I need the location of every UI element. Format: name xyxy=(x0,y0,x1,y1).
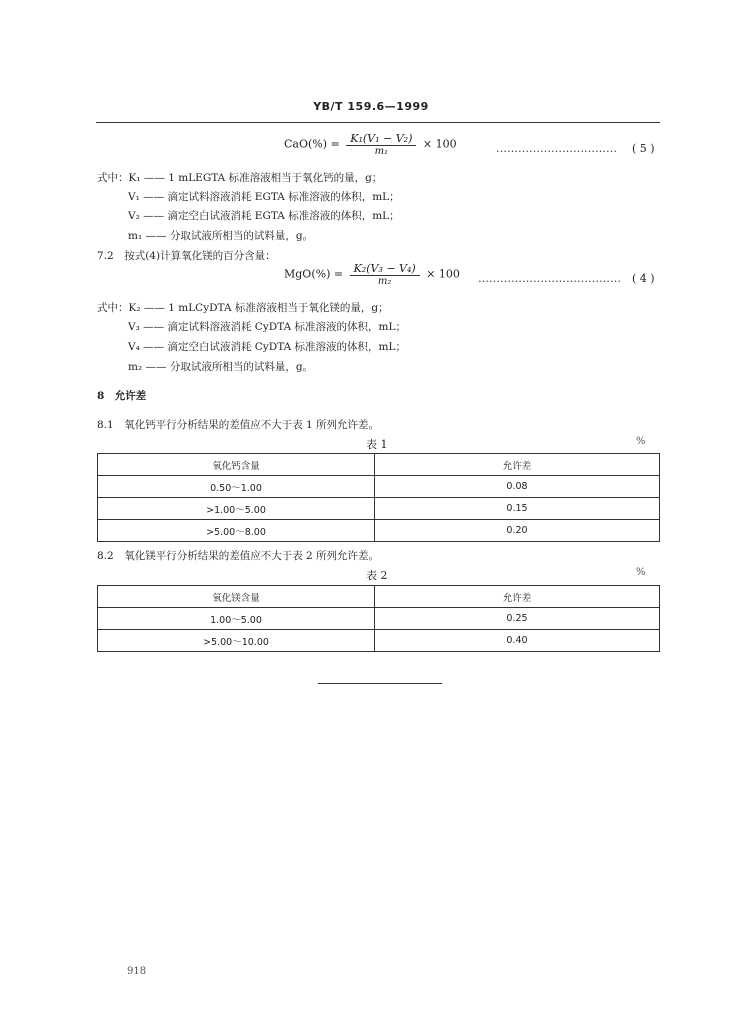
table-row xyxy=(98,498,660,520)
section-8-2: 8.2 氧化镁平行分析结果的差值应不大于表 2 所列允许差。 xyxy=(97,550,380,562)
table1-caption: 表 1 xyxy=(366,438,388,451)
formula-mgo-numerator: K₂(V₃ − V₄) xyxy=(350,262,420,276)
section-8-1: 8.1 氧化钙平行分析结果的差值应不大于表 1 所列允许差。 xyxy=(97,419,380,431)
table-row xyxy=(98,520,660,542)
header-rule xyxy=(96,122,660,123)
formula-mgo xyxy=(284,262,460,287)
table-header-cell: 氧化镁含量 xyxy=(98,586,375,608)
table-header-cell: 氧化钙含量 xyxy=(98,454,375,476)
table-header-cell: 允许差 xyxy=(375,586,660,608)
formula-mgo-number: ( 4 ) xyxy=(632,272,655,285)
table-1 xyxy=(97,453,660,542)
table-cell: 0.40 xyxy=(375,630,660,652)
table-cell: 1.00～5.00 xyxy=(98,608,375,630)
table-row xyxy=(98,630,660,652)
where2-k2: 式中：K₂ —— 1 mLCyDTA 标准溶液相当于氧化镁的量，g； xyxy=(97,302,389,314)
table-2 xyxy=(97,585,660,652)
table-cell: 0.25 xyxy=(375,608,660,630)
table2-caption: 表 2 xyxy=(366,569,388,582)
section-7-2: 7.2 按式(4)计算氧化镁的百分含量： xyxy=(97,250,276,262)
formula-cao-leader: …………………………… xyxy=(496,142,617,155)
formula-mgo-fraction xyxy=(350,262,420,287)
table1-unit: % xyxy=(636,436,646,447)
formula-cao xyxy=(284,132,457,157)
table2-unit: % xyxy=(636,567,646,578)
formula-cao-fraction xyxy=(346,132,416,157)
section-8-title: 8 允许差 xyxy=(97,390,147,402)
formula-cao-number: ( 5 ) xyxy=(632,142,655,155)
formula-mgo-lhs: MgO(%) = xyxy=(284,267,344,281)
where2-v4: V₄ —— 滴定空白试液消耗 CyDTA 标准溶液的体积，mL； xyxy=(128,341,406,353)
where2-m2: m₂ —— 分取试液所相当的试料量，g。 xyxy=(128,361,314,373)
table-row xyxy=(98,608,660,630)
table-cell: 0.50～1.00 xyxy=(98,476,375,498)
table-cell: >5.00～8.00 xyxy=(98,520,375,542)
formula-cao-numerator: K₁(V₁ − V₂) xyxy=(346,132,416,146)
page-number: 918 xyxy=(127,966,147,977)
table-cell: 0.15 xyxy=(375,498,660,520)
where1-k1: 式中：K₁ —— 1 mLEGTA 标准溶液相当于氧化钙的量，g； xyxy=(97,172,383,184)
where2-v3: V₃ —— 滴定试料溶液消耗 CyDTA 标准溶液的体积，mL； xyxy=(128,321,406,333)
table-cell: >5.00～10.00 xyxy=(98,630,375,652)
formula-cao-rhs: × 100 xyxy=(422,137,457,151)
table-header-row xyxy=(98,586,660,608)
document-header: YB/T 159.6—1999 xyxy=(313,100,429,113)
end-rule xyxy=(318,683,442,684)
where1-v1: V₁ —— 滴定试料溶液消耗 EGTA 标准溶液的体积，mL； xyxy=(128,191,400,203)
formula-mgo-leader: ………………………………… xyxy=(478,272,621,285)
table-header-cell: 允许差 xyxy=(375,454,660,476)
table-cell: >1.00～5.00 xyxy=(98,498,375,520)
table-cell: 0.20 xyxy=(375,520,660,542)
where1-m1: m₁ —— 分取试液所相当的试料量，g。 xyxy=(128,230,314,242)
formula-mgo-rhs: × 100 xyxy=(426,267,460,281)
table-cell: 0.08 xyxy=(375,476,660,498)
formula-cao-lhs: CaO(%) = xyxy=(284,137,340,151)
table-header-row xyxy=(98,454,660,476)
formula-mgo-denominator: m₂ xyxy=(377,276,392,287)
formula-cao-denominator: m₁ xyxy=(374,146,389,157)
table-row xyxy=(98,476,660,498)
where1-v2: V₂ —— 滴定空白试液消耗 EGTA 标准溶液的体积，mL； xyxy=(128,210,400,222)
